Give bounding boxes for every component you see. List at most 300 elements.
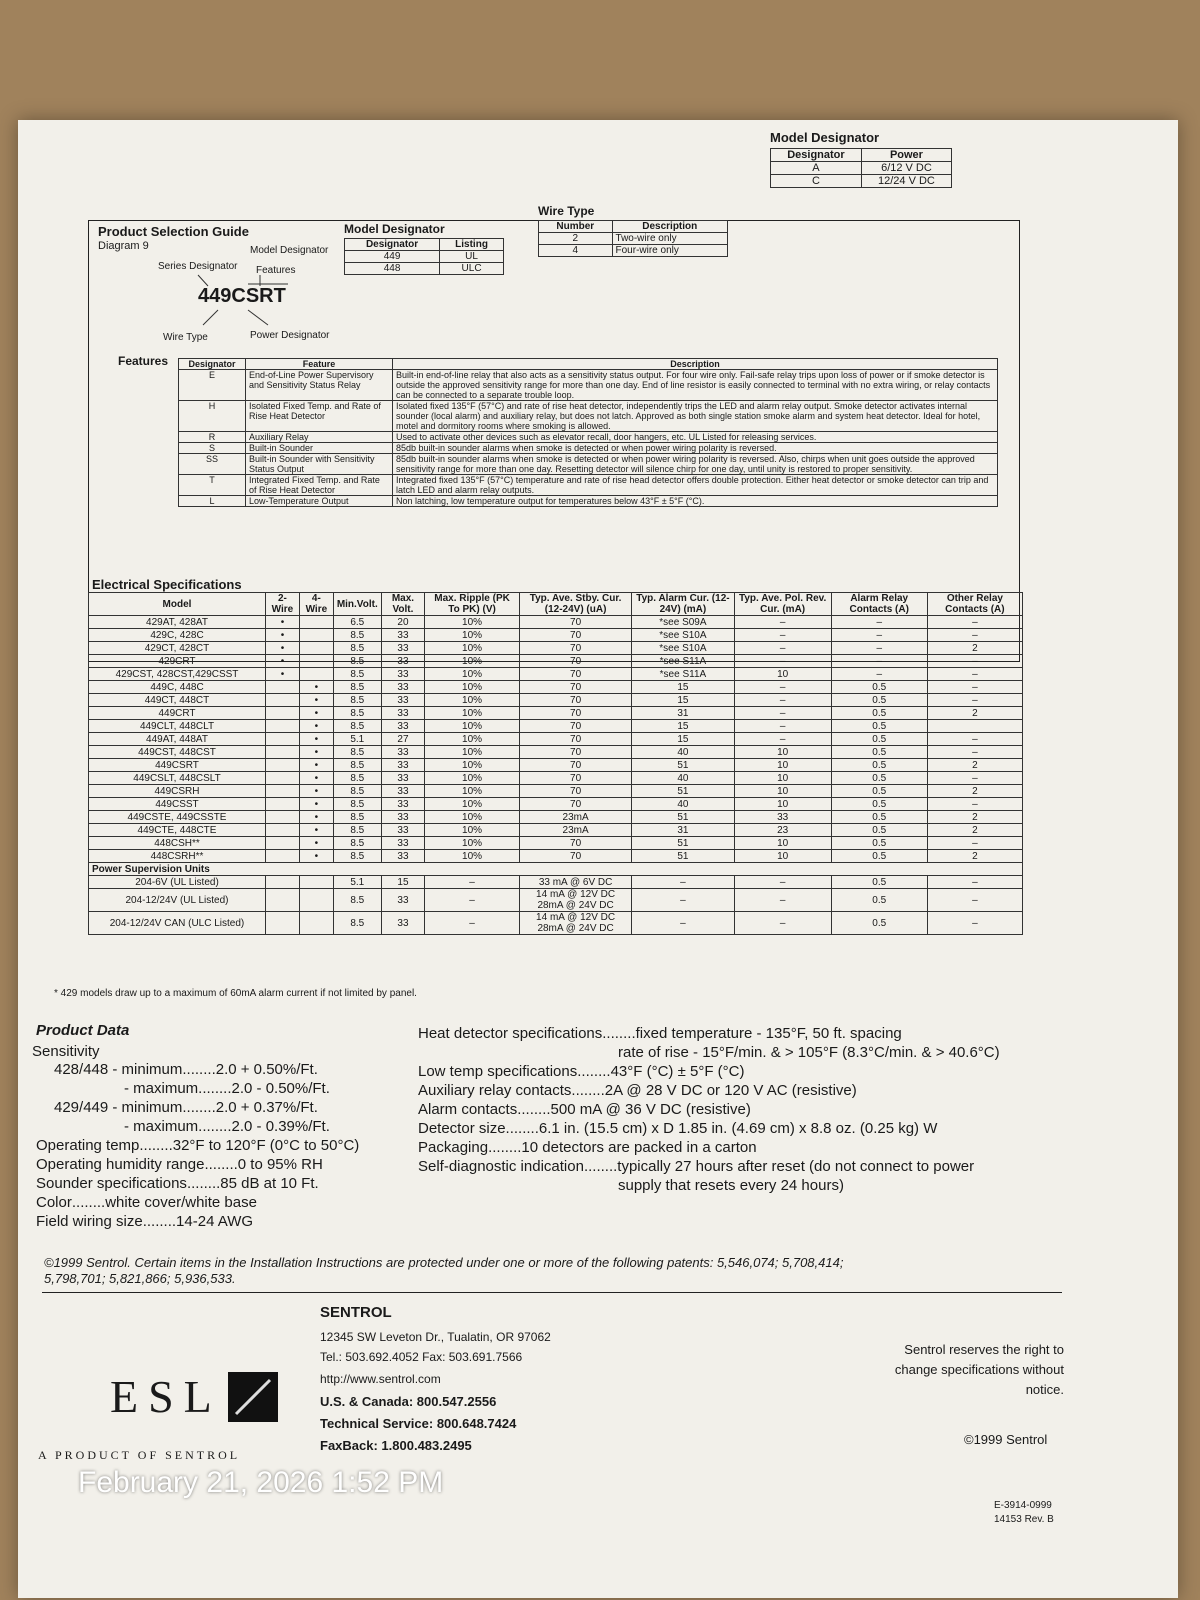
features-cell: 85db built-in sounder alarms when smoke is detected or when power wiring polarity is reversed. Also, chirps when unit goes outside the approved sensitivity range for more than one day. Resetting detector will silence chirp for one day, until unity is restored to proper sensitivity. [393, 454, 998, 475]
features-cell: End-of-Line Power Supervisory and Sensitivity Status Relay [246, 370, 393, 401]
spec-label: 428/448 - minimum [54, 1061, 183, 1078]
electrical-cell: 449CT, 448CT [89, 694, 266, 707]
spec-label: Operating humidity range [36, 1156, 205, 1173]
electrical-cell: 33 [381, 655, 424, 668]
electrical-cell: 40 [632, 772, 734, 785]
electrical-cell: 70 [519, 681, 631, 694]
spec-value: 2.0 + 0.50%/Ft. [215, 1061, 318, 1078]
electrical-cell: – [734, 912, 831, 935]
table-row [89, 772, 1023, 785]
label-series-designator: Series Designator [158, 261, 238, 272]
electrical-cell: 70 [519, 785, 631, 798]
electrical-cell: – [734, 707, 831, 720]
electrical-cell: – [734, 720, 831, 733]
table-row [89, 668, 1023, 681]
electrical-cell: 8.5 [333, 798, 381, 811]
electrical-cell: – [831, 668, 927, 681]
company-name: SENTROL [320, 1304, 392, 1321]
electrical-cell: 8.5 [333, 837, 381, 850]
spec-leader: ........ [71, 1194, 106, 1211]
electrical-cell: 70 [519, 759, 631, 772]
electrical-cell: 0.5 [831, 912, 927, 935]
electrical-cell: 204-12/24V CAN (ULC Listed) [89, 912, 266, 935]
electrical-cell: *see S10A [632, 629, 734, 642]
listing-cell: 449 [345, 251, 440, 263]
electrical-cell: 51 [632, 850, 734, 863]
electrical-cell: • [299, 811, 333, 824]
electrical-cell: – [831, 655, 927, 668]
electrical-cell [266, 912, 300, 935]
features-cell: E [179, 370, 246, 401]
listing-header-designator: Designator [345, 239, 440, 251]
electrical-cell: – [927, 837, 1022, 850]
electrical-cell: 10% [425, 733, 520, 746]
features-row [179, 443, 998, 454]
electrical-cell: 31 [632, 707, 734, 720]
electrical-cell: 449CTE, 448CTE [89, 824, 266, 837]
electrical-cell: • [299, 785, 333, 798]
electrical-cell: – [734, 616, 831, 629]
part-number: 449CSRT [198, 285, 286, 307]
tagline: A PRODUCT OF SENTROL [38, 1448, 241, 1462]
spec-value: 10 detectors are packed in a carton [521, 1139, 757, 1156]
table-row [89, 811, 1023, 824]
electrical-cell: 40 [632, 798, 734, 811]
features-row [179, 370, 998, 401]
electrical-cell: • [299, 733, 333, 746]
table-row [89, 642, 1023, 655]
electrical-cell: *see S11A [632, 655, 734, 668]
electrical-cell: 10% [425, 798, 520, 811]
electrical-cell [266, 707, 300, 720]
electrical-cell: – [927, 876, 1022, 889]
spec-value: 2.0 - 0.39%/Ft. [231, 1118, 330, 1135]
spec-label: - maximum [124, 1080, 199, 1097]
electrical-cell: 10% [425, 850, 520, 863]
electrical-cell: 10 [734, 772, 831, 785]
electrical-cell: 33 [381, 707, 424, 720]
electrical-cell: 204-12/24V (UL Listed) [89, 889, 266, 912]
electrical-cell: – [425, 889, 520, 912]
product-data-right [418, 1024, 1078, 1195]
table-row [89, 629, 1023, 642]
electrical-cell: 51 [632, 759, 734, 772]
label-features: Features [256, 265, 296, 276]
spec-value: typically 27 hours after reset (do not connect to power [617, 1158, 975, 1175]
esl-logo [110, 1370, 290, 1426]
electrical-cell: 0.5 [831, 811, 927, 824]
electrical-cell: 33 [381, 668, 424, 681]
electrical-cell: 449CSLT, 448CSLT [89, 772, 266, 785]
electrical-cell: 10 [734, 746, 831, 759]
spec-leader: ........ [583, 1158, 618, 1175]
electrical-cell [266, 824, 300, 837]
features-cell: Built-in Sounder [246, 443, 393, 454]
wire-cell: Two-wire only [612, 233, 727, 245]
electrical-cell: – [927, 616, 1022, 629]
electrical-cell: 31 [632, 824, 734, 837]
electrical-cell: 33 [381, 798, 424, 811]
spec-value: 32°F to 120°F (0°C to 50°C) [172, 1137, 360, 1154]
spec-leader: ........ [517, 1101, 551, 1118]
electrical-cell: 429AT, 428AT [89, 616, 266, 629]
electrical-cell: 6.5 [333, 616, 381, 629]
listing-cell: ULC [440, 263, 504, 275]
electrical-cell: – [927, 681, 1022, 694]
electrical-cell: – [632, 876, 734, 889]
features-cell: L [179, 496, 246, 507]
electrical-cell: 70 [519, 720, 631, 733]
electrical-cell [266, 889, 300, 912]
table-row [89, 912, 1023, 935]
doc-revision: 14153 Rev. B [994, 1514, 1054, 1525]
features-header-description: Description [393, 359, 998, 370]
spec-value: 2.0 - 0.50%/Ft. [231, 1080, 330, 1097]
electrical-cell: 204-6V (UL Listed) [89, 876, 266, 889]
electrical-cell: 33 [381, 889, 424, 912]
electrical-cell: • [299, 837, 333, 850]
label-wire-type: Wire Type [163, 332, 208, 343]
electrical-cell: 8.5 [333, 811, 381, 824]
spec-value: 6.1 in. (15.5 cm) x D 1.85 in. (4.69 cm) x 8.8 oz. (0.25 kg) W [538, 1120, 938, 1137]
electrical-cell: 10% [425, 772, 520, 785]
electrical-cell: 70 [519, 733, 631, 746]
electrical-cell: 0.5 [831, 850, 927, 863]
electrical-cell: 15 [632, 694, 734, 707]
electrical-cell: 23 [734, 824, 831, 837]
electrical-cell: 70 [519, 694, 631, 707]
electrical-cell: *see S09A [632, 616, 734, 629]
instruction-sheet [18, 120, 1178, 1598]
spec-line [36, 1136, 416, 1155]
electrical-cell: 10% [425, 707, 520, 720]
spec-value: 500 mA @ 36 V DC (resistive) [550, 1101, 751, 1118]
part-number-arrows [178, 270, 318, 330]
spec-line [36, 1212, 416, 1231]
company-address: 12345 SW Leveton Dr., Tualatin, OR 97062 [320, 1330, 551, 1344]
electrical-cell: 8.5 [333, 785, 381, 798]
electrical-cell: – [927, 668, 1022, 681]
electrical-cell: 33 [381, 824, 424, 837]
spec-line [418, 1024, 1078, 1043]
electrical-cell: 51 [632, 837, 734, 850]
features-cell: Isolated fixed 135°F (57°C) and rate of rise heat detector, independently trips the LED and alarm relay output. Smoke detector activates internal sounder (local alarm) and auxiliary relay, but does not latch. Approved as both single station smoke alarm and system heat detector. Ideal for hotel, motel and dormitory rooms where smoking is allowed. [393, 401, 998, 432]
product-data-title: Product Data [36, 1022, 130, 1039]
features-cell: Built-in Sounder with Sensitivity Status Output [246, 454, 393, 475]
spec-label: Low temp specifications [418, 1063, 578, 1080]
wire-cell: 4 [539, 245, 613, 257]
features-table [178, 358, 998, 507]
electrical-cell: 429C, 428C [89, 629, 266, 642]
spec-value: 2.0 + 0.37%/Ft. [215, 1099, 318, 1116]
electrical-cell: – [734, 655, 831, 668]
electrical-table [88, 592, 1023, 935]
electrical-cell: • [266, 655, 300, 668]
spec-leader: ........ [142, 1213, 177, 1230]
psu-heading-row [89, 863, 1023, 876]
electrical-cell: 10% [425, 629, 520, 642]
spec-line [36, 1060, 416, 1079]
spec-line [36, 1098, 416, 1117]
electrical-cell: – [927, 912, 1022, 935]
electrical-cell [266, 759, 300, 772]
spec-value-continued: supply that resets every 24 hours) [618, 1177, 844, 1194]
electrical-cell: 0.5 [831, 889, 927, 912]
electrical-cell: 449CSRT [89, 759, 266, 772]
sensitivity-label: Sensitivity [32, 1043, 100, 1060]
table-row [89, 889, 1023, 912]
label-model-designator: Model Designator [250, 245, 329, 256]
features-cell: Used to activate other devices such as elevator recall, door hangers, etc. UL Listed for releasing services. [393, 432, 998, 443]
features-row [179, 454, 998, 475]
spec-label: Sounder specifications [36, 1175, 187, 1192]
guide-title: Product Selection Guide [98, 224, 249, 239]
electrical-cell: 10% [425, 746, 520, 759]
features-row [179, 475, 998, 496]
electrical-cell: 33 [381, 746, 424, 759]
electrical-cell: 8.5 [333, 746, 381, 759]
electrical-cell [299, 629, 333, 642]
electrical-cell [266, 837, 300, 850]
electrical-cell: 0.5 [831, 759, 927, 772]
company-faxback: FaxBack: 1.800.483.2495 [320, 1438, 472, 1453]
electrical-cell: 449CSTE, 449CSSTE [89, 811, 266, 824]
electrical-cell [299, 655, 333, 668]
electrical-header: Model [89, 593, 266, 616]
electrical-cell: 23mA [519, 811, 631, 824]
electrical-cell: 10 [734, 759, 831, 772]
electrical-cell: 70 [519, 655, 631, 668]
features-cell: Non latching, low temperature output for temperatures below 43°F ± 5°F (°C). [393, 496, 998, 507]
wire-cell: 2 [539, 233, 613, 245]
rights-notice: Sentrol reserves the right to change specifications without notice. [894, 1342, 1064, 1397]
electrical-title: Electrical Specifications [92, 577, 242, 592]
electrical-cell: 8.5 [333, 720, 381, 733]
electrical-cell: 449CRT [89, 707, 266, 720]
spec-leader: ........ [182, 1099, 216, 1116]
power-cell: 12/24 V DC [861, 175, 951, 188]
spec-label: 429/449 - minimum [54, 1099, 183, 1116]
model-designator-title: Model Designator [344, 222, 445, 236]
table-row [89, 798, 1023, 811]
company-url[interactable]: http://www.sentrol.com [320, 1372, 441, 1386]
electrical-cell [266, 772, 300, 785]
spec-leader: ........ [505, 1120, 539, 1137]
spec-leader: ........ [488, 1139, 522, 1156]
listing-cell: UL [440, 251, 504, 263]
spec-value: 0 to 95% RH [237, 1156, 323, 1173]
electrical-cell: 70 [519, 642, 631, 655]
electrical-cell: 2 [927, 811, 1022, 824]
electrical-cell: 0.5 [831, 720, 927, 733]
power-cell: 6/12 V DC [861, 162, 951, 175]
power-cell: C [771, 175, 862, 188]
electrical-header: Typ. Alarm Cur. (12-24V) (mA) [632, 593, 734, 616]
table-row [89, 824, 1023, 837]
electrical-cell: 449AT, 448AT [89, 733, 266, 746]
electrical-cell: 10% [425, 616, 520, 629]
electrical-cell [266, 681, 300, 694]
spec-leader: ........ [198, 1118, 232, 1135]
electrical-cell [927, 720, 1022, 733]
label-power-designator: Power Designator [250, 330, 330, 341]
electrical-cell: 15 [632, 733, 734, 746]
electrical-cell: 449C, 448C [89, 681, 266, 694]
electrical-cell: 449CSRH [89, 785, 266, 798]
electrical-cell: • [299, 720, 333, 733]
spec-value: 43°F (°C) ± 5°F (°C) [610, 1063, 745, 1080]
electrical-cell: • [299, 707, 333, 720]
photo-timestamp: February 21, 2026 1:52 PM [78, 1466, 444, 1499]
table-row [89, 785, 1023, 798]
spec-leader: ........ [204, 1156, 238, 1173]
spec-leader: ........ [182, 1061, 216, 1078]
electrical-cell: 10% [425, 759, 520, 772]
features-title: Features [118, 354, 169, 368]
electrical-cell: – [927, 694, 1022, 707]
features-cell: R [179, 432, 246, 443]
table-row [89, 720, 1023, 733]
electrical-cell [266, 720, 300, 733]
spec-line [418, 1157, 1078, 1176]
electrical-header: Max. Ripple (PK To PK) (V) [425, 593, 520, 616]
spec-line [418, 1119, 1078, 1138]
electrical-cell: 70 [519, 746, 631, 759]
electrical-cell: 2 [927, 824, 1022, 837]
electrical-cell: – [927, 889, 1022, 912]
table-row [89, 707, 1023, 720]
electrical-cell [299, 889, 333, 912]
electrical-cell: – [734, 642, 831, 655]
electrical-cell [266, 798, 300, 811]
spec-label: Field wiring size [36, 1213, 143, 1230]
spec-line [36, 1117, 416, 1136]
electrical-cell: *see S11A [632, 668, 734, 681]
electrical-cell [266, 850, 300, 863]
electrical-cell: 8.5 [333, 850, 381, 863]
table-row [89, 616, 1023, 629]
spec-leader: ........ [602, 1025, 636, 1042]
spec-value-continued: rate of rise - 15°F/min. & > 105°F (8.3°C/min. & > 40.6°C) [618, 1044, 1000, 1061]
electrical-cell [266, 811, 300, 824]
table-row [89, 759, 1023, 772]
electrical-cell: • [299, 850, 333, 863]
electrical-cell: • [266, 629, 300, 642]
electrical-cell: 0.5 [831, 746, 927, 759]
electrical-cell: 33 [381, 772, 424, 785]
guide-diagram: Diagram 9 [98, 240, 149, 252]
electrical-cell: 8.5 [333, 694, 381, 707]
electrical-cell: 2 [927, 759, 1022, 772]
electrical-cell: – [734, 629, 831, 642]
features-cell: Integrated Fixed Temp. and Rate of Rise Heat Detector [246, 475, 393, 496]
electrical-header: Typ. Ave. Pol. Rev. Cur. (mA) [734, 593, 831, 616]
electrical-cell: • [299, 772, 333, 785]
spec-value: fixed temperature - 135°F, 50 ft. spacing [635, 1025, 902, 1042]
electrical-cell: • [266, 616, 300, 629]
electrical-cell: 10 [734, 850, 831, 863]
features-cell: Isolated Fixed Temp. and Rate of Rise Heat Detector [246, 401, 393, 432]
spec-line [36, 1155, 416, 1174]
electrical-cell: • [266, 642, 300, 655]
electrical-cell: 2 [927, 642, 1022, 655]
electrical-cell [266, 694, 300, 707]
electrical-cell: 70 [519, 616, 631, 629]
listing-cell: 448 [345, 263, 440, 275]
electrical-cell [266, 876, 300, 889]
electrical-cell: 10% [425, 668, 520, 681]
spec-leader: ........ [198, 1080, 232, 1097]
wire-type-table [538, 220, 728, 257]
electrical-cell: 70 [519, 772, 631, 785]
wire-type-title: Wire Type [538, 204, 595, 218]
electrical-cell: 2 [927, 850, 1022, 863]
electrical-cell: • [299, 798, 333, 811]
electrical-header: Min.Volt. [333, 593, 381, 616]
electrical-cell: 448CSRH** [89, 850, 266, 863]
electrical-cell: 14 mA @ 12V DC 28mA @ 24V DC [519, 912, 631, 935]
electrical-cell: 33 [381, 785, 424, 798]
electrical-cell: 10% [425, 720, 520, 733]
electrical-cell: 0.5 [831, 785, 927, 798]
electrical-cell: 0.5 [831, 837, 927, 850]
electrical-cell: – [831, 642, 927, 655]
company-tel: Tel.: 503.692.4052 Fax: 503.691.7566 [320, 1350, 523, 1364]
electrical-cell: – [632, 912, 734, 935]
electrical-cell: 8.5 [333, 668, 381, 681]
electrical-cell: 33 [381, 837, 424, 850]
spec-line [36, 1079, 416, 1098]
features-cell: T [179, 475, 246, 496]
electrical-cell: 70 [519, 668, 631, 681]
electrical-cell: 429CT, 428CT [89, 642, 266, 655]
electrical-cell: 70 [519, 798, 631, 811]
table-row [89, 694, 1023, 707]
electrical-cell: – [927, 798, 1022, 811]
doc-number: E-3914-0999 [994, 1500, 1052, 1511]
electrical-cell: 10% [425, 837, 520, 850]
features-cell: S [179, 443, 246, 454]
table-row [89, 655, 1023, 668]
electrical-cell: 0.5 [831, 798, 927, 811]
electrical-cell: 51 [632, 811, 734, 824]
electrical-cell: 429CRT [89, 655, 266, 668]
electrical-header: Other Relay Contacts (A) [927, 593, 1022, 616]
electrical-cell: 10 [734, 785, 831, 798]
features-row [179, 496, 998, 507]
spec-label: Self-diagnostic indication [418, 1158, 584, 1175]
electrical-cell: – [734, 681, 831, 694]
electrical-cell: 8.5 [333, 824, 381, 837]
esl-logo-mark [228, 1372, 278, 1422]
electrical-cell: 15 [381, 876, 424, 889]
electrical-cell: 70 [519, 850, 631, 863]
electrical-cell: 70 [519, 707, 631, 720]
spec-leader: ........ [577, 1063, 611, 1080]
electrical-cell: 15 [632, 720, 734, 733]
electrical-cell: 33 [381, 681, 424, 694]
spec-label: Alarm contacts [418, 1101, 518, 1118]
divider [42, 1292, 1062, 1293]
features-header-designator: Designator [179, 359, 246, 370]
table-row [89, 733, 1023, 746]
electrical-cell: – [927, 733, 1022, 746]
electrical-cell [299, 616, 333, 629]
spec-line [36, 1193, 416, 1212]
esl-logo-text: ESL [110, 1371, 222, 1422]
electrical-cell: 8.5 [333, 655, 381, 668]
electrical-cell [266, 746, 300, 759]
